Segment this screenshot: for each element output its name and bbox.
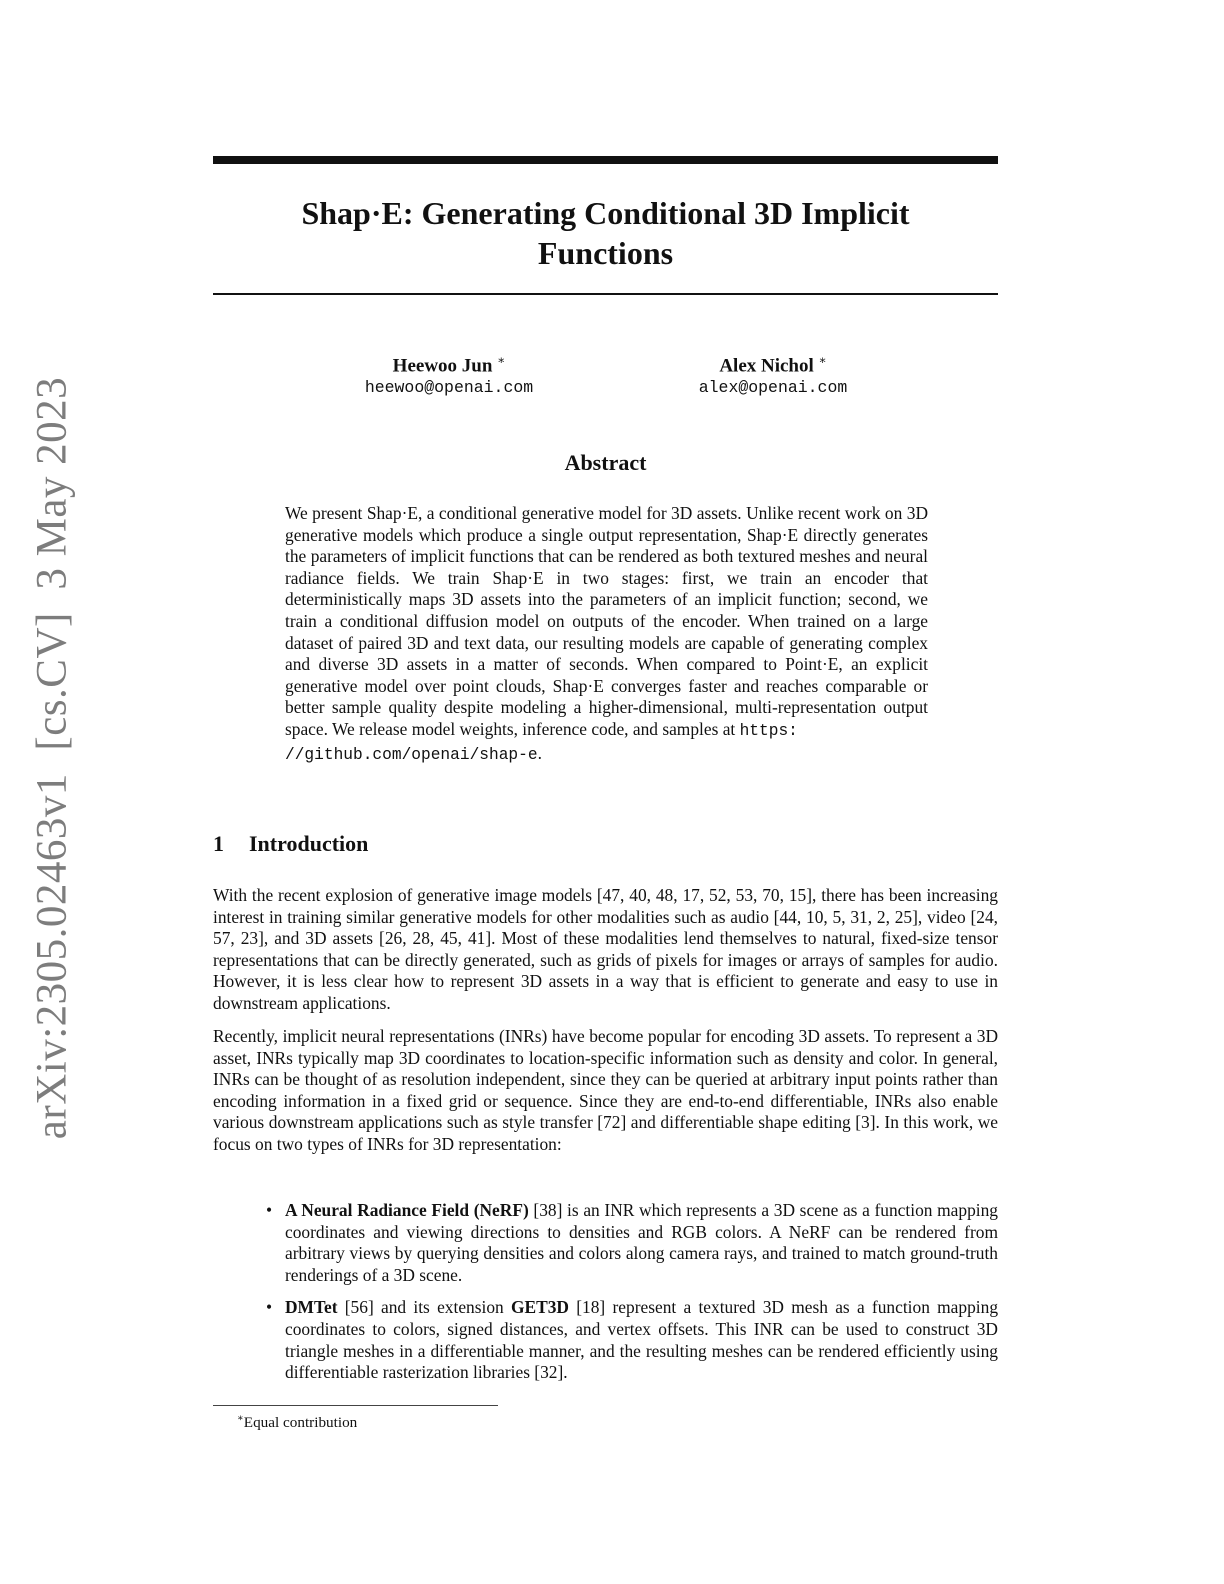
paper-title: [213, 193, 998, 273]
author-block: [623, 349, 923, 399]
abstract-text: We present Shap·E, a conditional generative model for 3D assets. Unlike recent work on 3D generative models which produce a single output representation, Shap·E directly generates the parameters of implicit functions that can be rendered as both textured meshes and neural radiance fields. We train Shap·E in two stages: first, we train an encoder that deterministically maps 3D assets into the parameters of an implicit function; second, we train a conditional diffusion model on outputs of the encoder. When trained on a large dataset of paired 3D and text data, our resulting models are capable of generating complex and diverse 3D assets in a matter of seconds. When compared to Point·E, an explicit generative model over point clouds, Shap·E converges faster and reaches comparable or better sample quality despite modeling a higher-dimensional, multi-representation output space. We release model weights, inference code, and samples at: [285, 503, 928, 739]
author-name-text: Alex Nichol: [719, 355, 814, 377]
intro-paragraph-2: Recently, implicit neural representations (INRs) have become popular for encoding 3D assets. To represent a 3D asset, INRs typically map 3D coordinates to location-specific information such as density and color. In general, INRs can be thought of as resolution independent, since they can be queried at arbitrary input points rather than encoding information in a fixed grid or sequence. Since they are end-to-end differentiable, INRs also enable various downstream applications such as style transfer [72] and differentiable shape editing [3]. In this work, we focus on two types of INRs for 3D representation:: [213, 1026, 998, 1154]
section-heading-introduction: [213, 831, 368, 857]
title-top-rule: [213, 156, 998, 164]
abstract-heading: Abstract: [564, 450, 647, 475]
footnote-mark: ∗: [237, 1413, 244, 1424]
author-email[interactable]: heewoo@openai.com: [364, 378, 534, 398]
inr-types-list: [266, 1200, 999, 1395]
author-email[interactable]: alex@openai.com: [698, 378, 848, 398]
section-title: Introduction: [249, 831, 369, 856]
footnote-text: Equal contribution: [243, 1414, 358, 1432]
intro-paragraph-1: With the recent explosion of generative image models [47, 40, 48, 17, 52, 53, 70, 15], there has been increasing interest in training similar generative models for other modalities such as audio [44, 10, 5, 31, 2, 25], video [24, 57, 23], and 3D assets [26, 28, 45, 41]. Most of these modalities lend themselves to natural, fixed-size tensor representations that can be directly generated, such as grids of pixels for images or arrays of samples for audio. However, it is less clear how to represent 3D assets in a way that is efficient to generate and easy to use in downstream applications.: [213, 885, 998, 1013]
footnote-rule: [213, 1405, 498, 1406]
section-number: 1: [213, 831, 224, 856]
arxiv-identifier: arXiv:2305.02463v1 [cs.CV] 3 May 2023: [28, 376, 76, 1140]
list-item-text: [18] represent a textured 3D mesh as a function mapping coordinates to colors, signed distances, and vertex offsets. This INR can be used to construct 3D triangle meshes in a differentiable manner, and the resulting meshes can be rendered efficiently using differentiable rasterization libraries [32].: [285, 1297, 999, 1383]
term-dmtet: DMTet: [285, 1297, 338, 1318]
author-footnote-mark: ∗: [497, 353, 506, 367]
bullet-icon: •: [266, 1200, 273, 1220]
repo-link-part-1[interactable]: https:: [739, 721, 798, 740]
list-item: [266, 1297, 999, 1383]
author-block: [299, 349, 599, 399]
list-item-text: [56] and its extension: [337, 1297, 511, 1318]
title-line-1: Shap·E: Generating Conditional 3D Implicit: [301, 195, 910, 231]
author-name: [299, 349, 599, 377]
title-line-2: Functions: [537, 235, 674, 271]
author-name: [623, 349, 923, 377]
repo-link-part-2[interactable]: //github.com/openai/shap-e: [285, 745, 538, 764]
footnote: [237, 1409, 357, 1433]
author-footnote-mark: ∗: [818, 353, 827, 367]
title-bottom-rule: [213, 293, 998, 295]
abstract-paragraph: [285, 503, 928, 766]
term-nerf: A Neural Radiance Field (NeRF): [285, 1200, 529, 1220]
term-get3d: GET3D: [511, 1297, 569, 1318]
list-item-text: [38] is an INR which represents a 3D scene as a function mapping coordinates and viewing directions to densities and RGB colors. A NeRF can be rendered from arbitrary views by querying densities and colors along camera rays, and trained to match ground-truth renderings of a 3D scene.: [285, 1200, 998, 1285]
abstract-end-punctuation: .: [537, 742, 542, 763]
author-name-text: Heewoo Jun: [392, 355, 493, 377]
list-item: [266, 1200, 998, 1286]
bullet-icon: •: [266, 1297, 273, 1318]
